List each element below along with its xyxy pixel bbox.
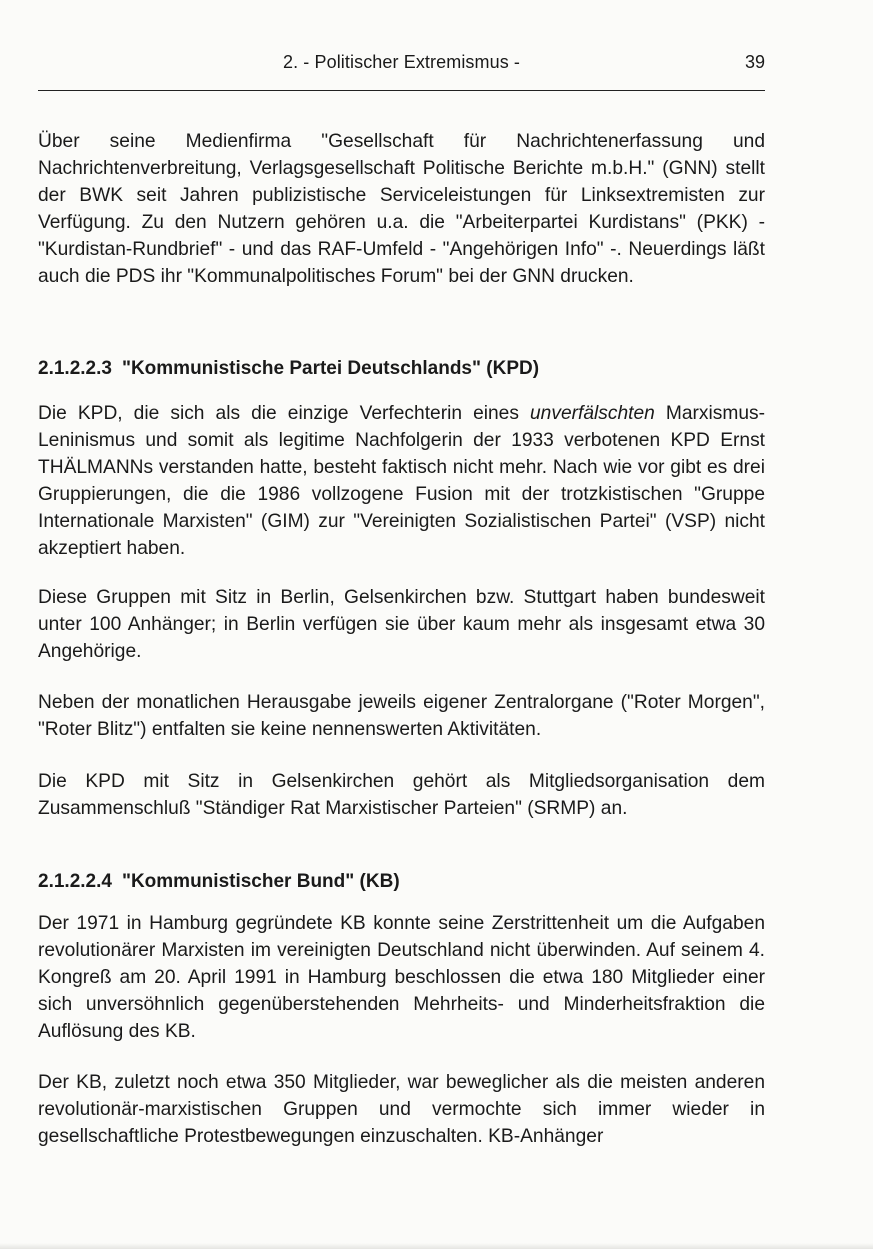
- paragraph-kpd-publications: [38, 689, 765, 743]
- section-title: "Kommunistischer Bund" (KB): [121, 871, 400, 892]
- paragraph-kb-dissolution: [38, 910, 765, 1045]
- paragraph-text-part: Die KPD, die sich als die einzige Verfechterin eines: [38, 403, 531, 424]
- running-title: 2. - Politischer Extremismus -: [282, 52, 521, 72]
- emphasized-word: unverfälschten: [530, 403, 655, 424]
- paragraph-text: Neben der monatlichen Herausgabe jeweils eigener Zentralorgane ("Roter Morgen", "Roter Blitz") entfalten sie keine nennenswerten Aktivitäten.: [38, 692, 765, 740]
- paragraph-text-part: Marxismus-Leninismus und somit als legitime Nachfolgerin der 1933 verbotenen KPD Ernst THÄLMANNs verstanden hatte, besteht faktisch nicht mehr. Nach wie vor gibt es drei Gruppierungen, die die 1986 vollzogene Fusion mit der trotzkistischen "Gruppe Internationale Marxisten" (GIM) zur "Vereinigten Sozialistischen Partei" (VSP) nicht akzeptiert haben.: [38, 403, 766, 559]
- section-heading-kb: [38, 868, 765, 895]
- paragraph-text: Die KPD mit Sitz in Gelsenkirchen gehört als Mitgliedsorganisation dem Zusammenschluß "Ständiger Rat Marxistischer Parteien" (SRMP) an.: [38, 771, 765, 819]
- page-number: 39: [744, 52, 765, 72]
- paragraph-text: Der KB, zuletzt noch etwa 350 Mitglieder, war beweglicher als die meisten anderen revolutionär-marxistischen Gruppen und vermochte sich immer wieder in gesellschaftliche Protestbewegungen einzuschalten. KB-Anhänger: [38, 1072, 765, 1147]
- section-heading-kpd: [38, 355, 765, 382]
- paragraph-text: Über seine Medienfirma "Gesellschaft für Nachrichtenerfassung und Nachrichtenverbreitung, Verlagsgesellschaft Politische Berichte m.b.H." (GNN) stellt der BWK seit Jahren publizistische Serviceleistungen für Linksextremisten zur Verfügung. Zu den Nutzern gehören u.a. die "Arbeiterpartei Kurdistans" (PKK) - "Kurdistan-Rundbrief" - und das RAF-Umfeld - "Angehörigen Info" -. Neuerdings läßt auch die PDS ihr "Kommunalpolitisches Forum" bei der GNN drucken.: [38, 131, 765, 287]
- paragraph-kpd-groups: [38, 584, 765, 665]
- section-number: 2.1.2.2.4: [38, 871, 112, 892]
- running-header: [38, 48, 765, 78]
- section-number: 2.1.2.2.3: [38, 358, 112, 379]
- paragraph-text: Diese Gruppen mit Sitz in Berlin, Gelsenkirchen bzw. Stuttgart haben bundesweit unter 100 Anhänger; in Berlin verfügen sie über kaum mehr als insgesamt etwa 30 Angehörige.: [38, 587, 765, 662]
- section-title: "Kommunistische Partei Deutschlands" (KPD): [121, 358, 540, 379]
- paragraph-text: Der 1971 in Hamburg gegründete KB konnte seine Zerstrittenheit um die Aufgaben revolutionärer Marxisten im vereinigten Deutschland nicht überwinden. Auf seinem 4. Kongreß am 20. April 1991 in Hamburg beschlossen die etwa 180 Mitglieder einer sich unversöhnlich gegenüberstehenden Mehrheits- und Minderheitsfraktion die Auflösung des KB.: [38, 913, 765, 1042]
- paragraph-kb-members: [38, 1069, 765, 1150]
- header-rule: [38, 90, 765, 91]
- paragraph-kpd-intro: [38, 400, 765, 562]
- paragraph-text: [38, 400, 765, 562]
- paragraph-kpd-srmp: [38, 768, 765, 822]
- page-edge-shadow: [0, 1243, 873, 1249]
- paragraph-gnn: [38, 128, 765, 290]
